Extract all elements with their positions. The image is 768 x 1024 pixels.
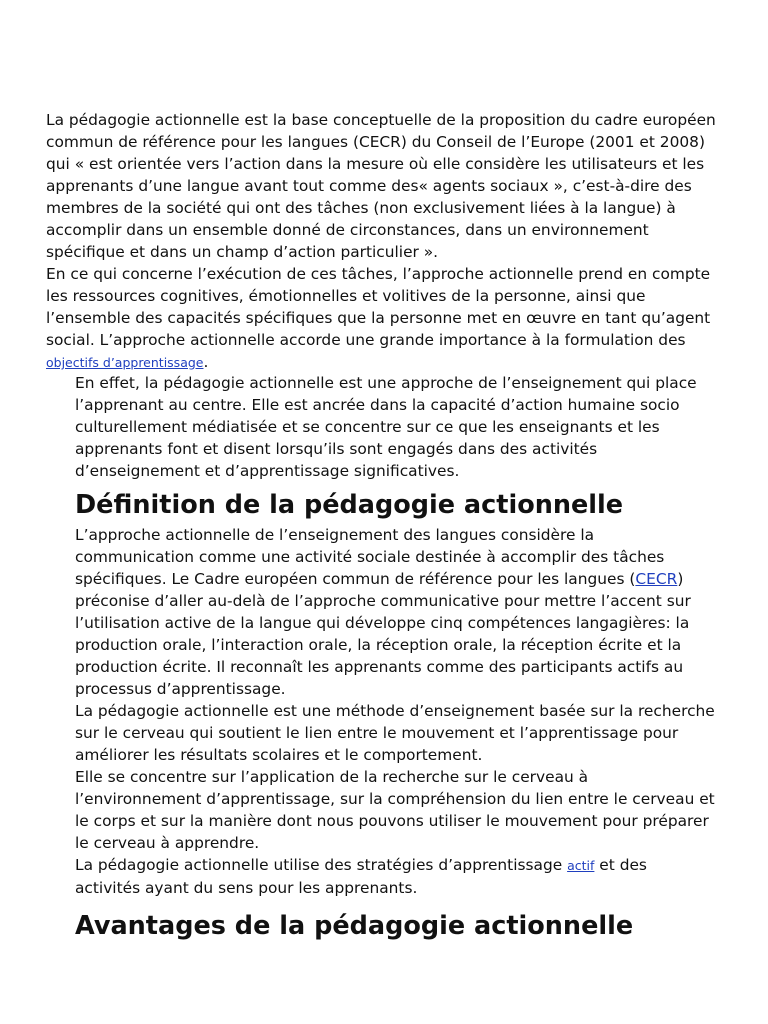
heading-avantages: Avantages de la pédagogie actionnelle <box>75 911 634 941</box>
indented-block <box>75 372 715 943</box>
intro-block <box>46 109 716 374</box>
definition-paragraph-2: La pédagogie actionnelle est une méthode d’enseignement basée sur la recherche sur le cerveau qui soutient le lien entre le mouvement et l’apprentissage pour améliorer les résultats scolaires et le comportement. <box>75 702 715 764</box>
actif-link[interactable]: actif <box>567 858 595 873</box>
intro-paragraph-2 <box>46 263 716 374</box>
heading-definition: Définition de la pédagogie actionnelle <box>75 490 624 520</box>
definition-paragraph-1 <box>75 524 715 700</box>
intro-paragraph-1: La pédagogie actionnelle est la base conceptuelle de la proposition du cadre européen commun de référence pour les langues (CECR) du Conseil de l’Europe (2001 et 2008) qui « est orientée vers l’action dans la mesure où elle considère les utilisateurs et les apprenants d’une langue avant tout comme des« agents sociaux », c’est-à-dire des membres de la société qui ont des tâches (non exclusivement liées à la langue) à accomplir dans un ensemble donné de circonstances, dans un environnement spécifique et dans un champ d’action particulier ». <box>46 111 716 261</box>
definition-paragraph-1-end: ) préconise d’aller au-delà de l’approche communicative pour mettre l’accent sur l’utilisation active de la langue qui développe cinq compétences langagières: la production orale, l’interaction orale, la réception orale, la réception écrite et la production écrite. Il reconnaît les apprenants comme des participants actifs au processus d’apprentissage. <box>75 570 691 698</box>
definition-paragraph-4-end: et des activités ayant du sens pour les apprenants. <box>75 856 647 897</box>
objectifs-apprentissage-link[interactable]: objectifs d’apprentissage <box>46 355 204 370</box>
definition-paragraph-4-text: La pédagogie actionnelle utilise des stratégies d’apprentissage <box>75 856 568 874</box>
definition-paragraph-3: Elle se concentre sur l’application de la recherche sur le cerveau à l’environnement d’apprentissage, sur la compréhension du lien entre le cerveau et le corps et sur la manière dont nous pouvons utiliser le mouvement pour préparer le cerveau à apprendre. <box>75 768 715 852</box>
definition-paragraph-4 <box>75 854 715 899</box>
intro-paragraph-2-end: . <box>203 353 209 371</box>
indented-paragraph-1: En effet, la pédagogie actionnelle est une approche de l’enseignement qui place l’apprenant au centre. Elle est ancrée dans la capacité d’action humaine socio culturellement médiatisée et se concentre sur ce que les enseignants et les apprenants font et disent lorsqu’ils sont engagés dans des activités d’enseignement et d’apprentissage significatives. <box>75 374 697 480</box>
definition-paragraph-1-text: L’approche actionnelle de l’enseignement des langues considère la communication comme une activité sociale destinée à accomplir des tâches spécifiques. Le Cadre européen commun de référence pour les langues ( <box>75 526 665 588</box>
cecr-link[interactable]: CECR <box>635 570 678 588</box>
intro-paragraph-2-text: En ce qui concerne l’exécution de ces tâches, l’approche actionnelle prend en compte les ressources cognitives, émotionnelles et volitives de la personne, ainsi que l’ensemble des capacités spécifiques que la personne met en œuvre en tant qu’agent social. L’approche actionnelle accorde une grande importance à la formulation des <box>46 265 711 349</box>
